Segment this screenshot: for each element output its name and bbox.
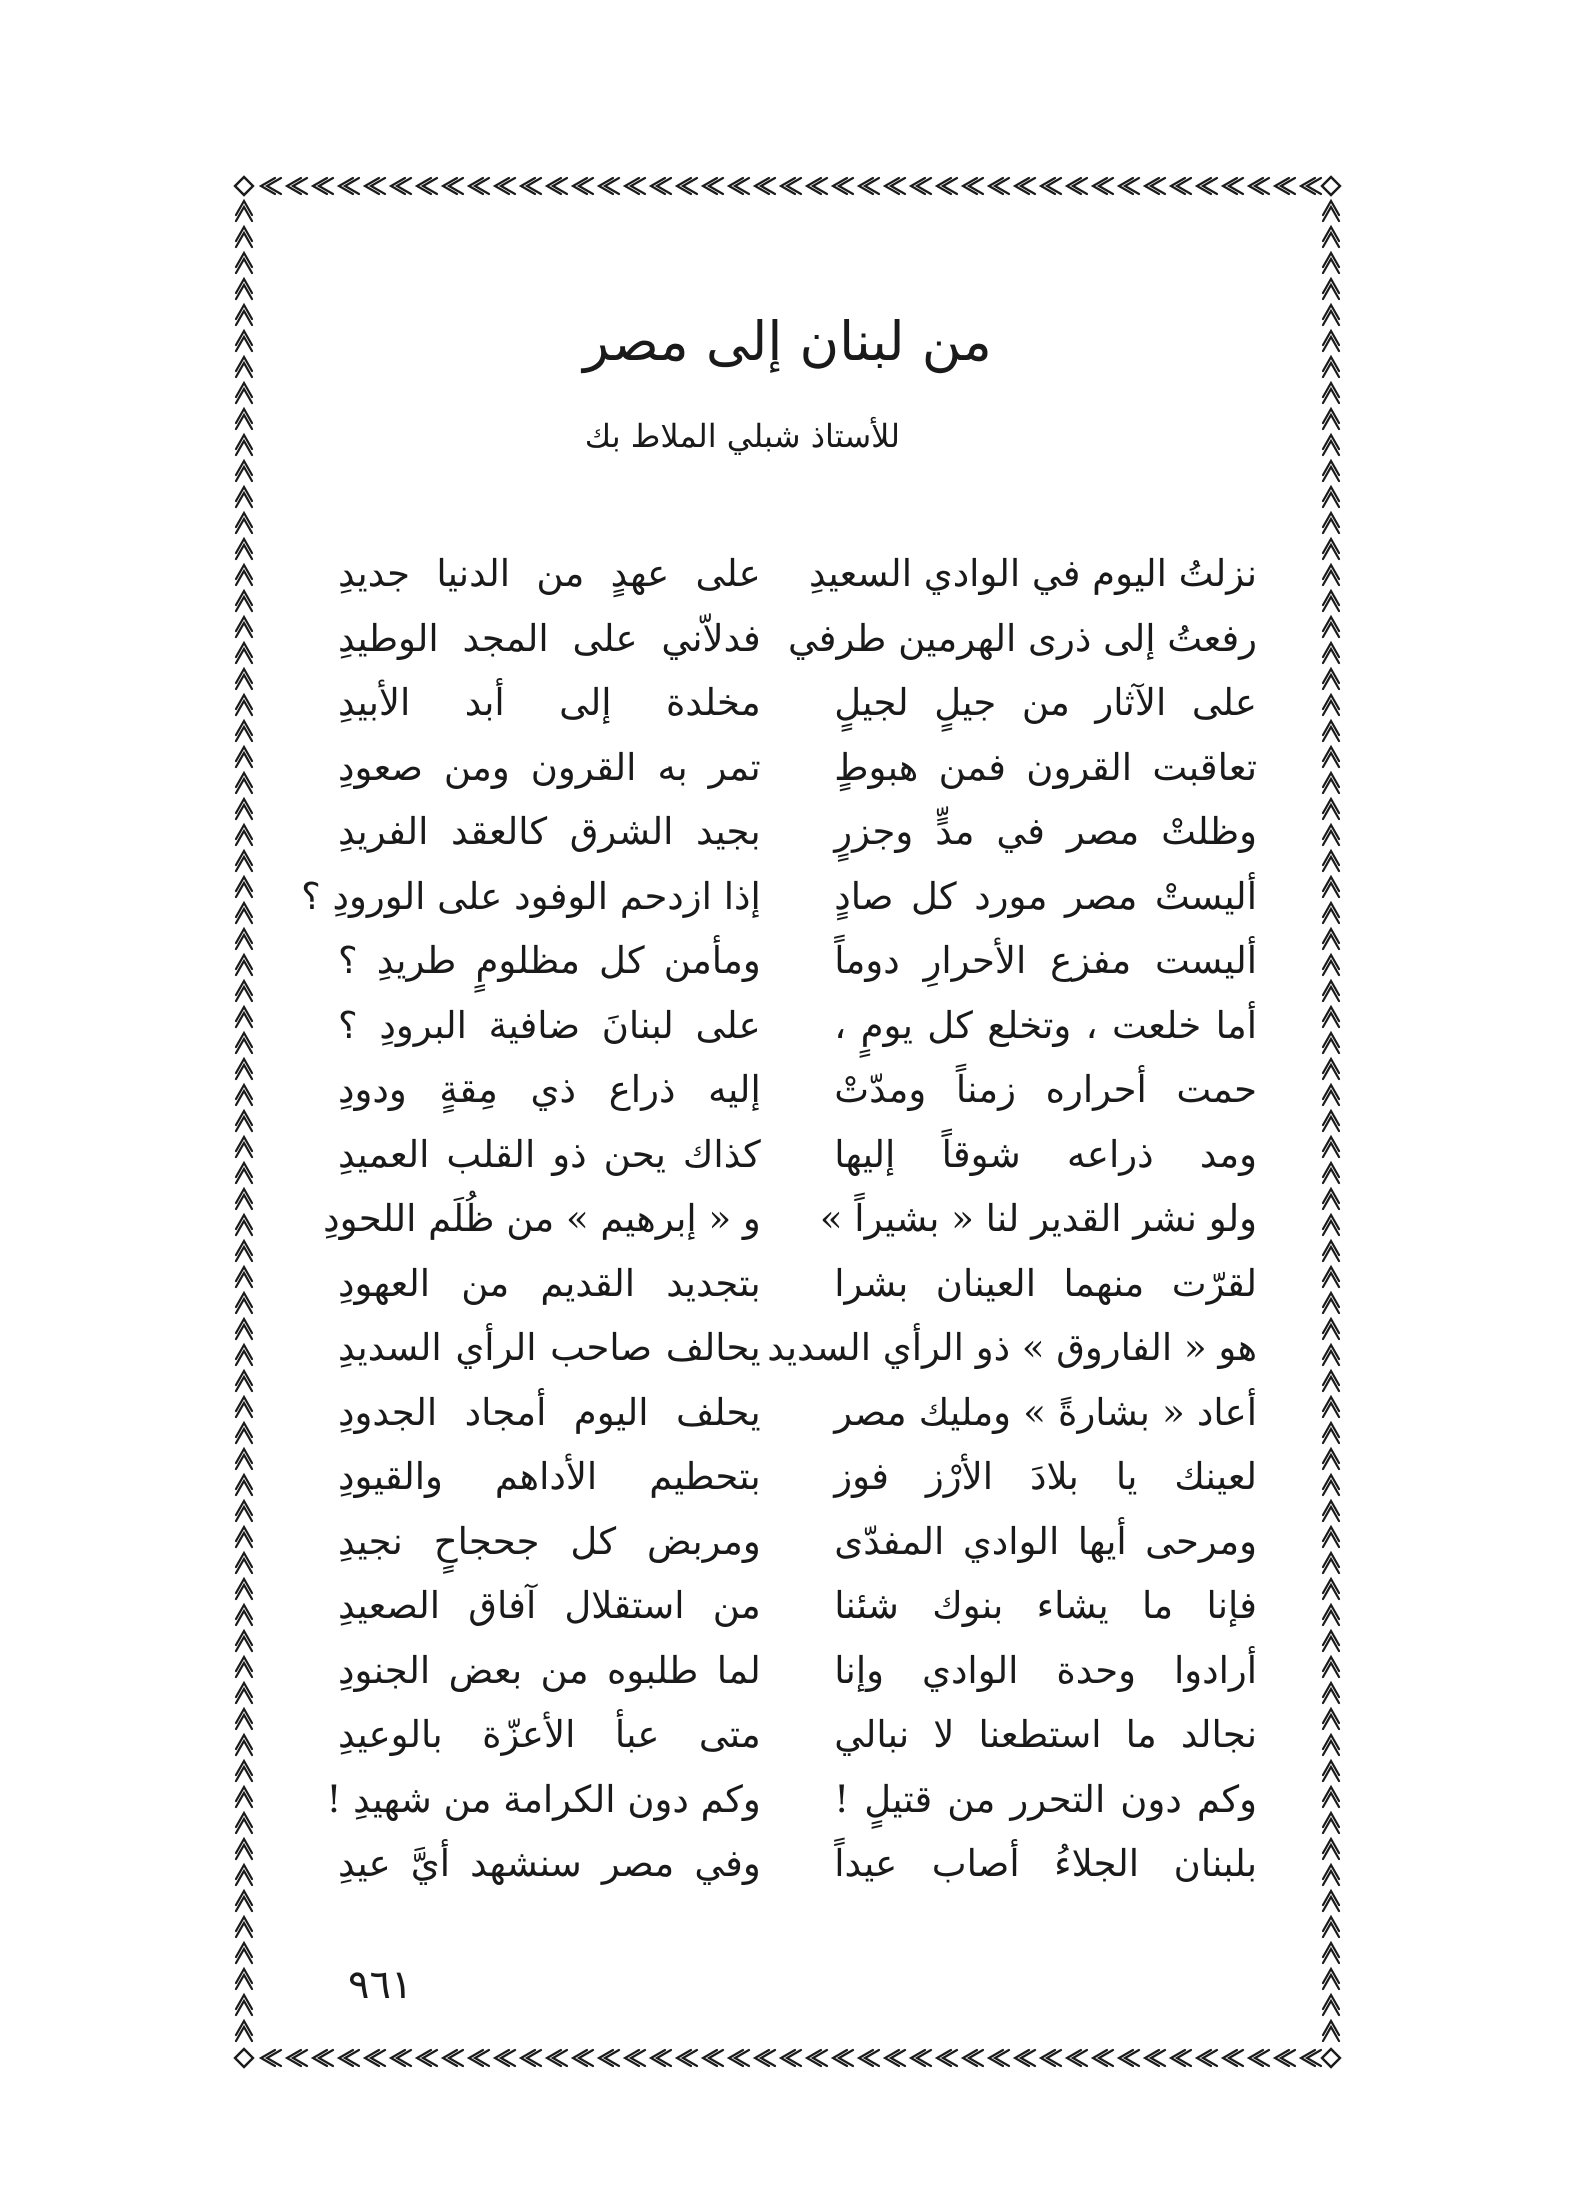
verse-line bbox=[338, 1123, 1257, 1188]
verse-first-hemistich: حمت أحراره زمناً ومدّتْ bbox=[834, 1068, 1257, 1111]
verse-first-hemistich: بلبنان الجلاءُ أصاب عيداً bbox=[834, 1842, 1257, 1885]
verse-second-hemistich: و « إبرهيم » من ظُلَم اللحودِ bbox=[323, 1197, 761, 1240]
verse-second-hemistich: وفي مصر سنشهد أيَّ عيدِ bbox=[338, 1842, 761, 1885]
verse-line bbox=[326, 1768, 1257, 1833]
verse-first-hemistich: ولو نشر القدير لنا « بشيراً » bbox=[819, 1197, 1257, 1240]
verse-line bbox=[338, 1574, 1257, 1639]
verse-line bbox=[338, 607, 1257, 672]
verse-first-hemistich: نزلتُ اليوم في الوادي السعيدِ bbox=[808, 552, 1257, 595]
verse-second-hemistich: بجيد الشرق كالعقد الفريدِ bbox=[338, 810, 761, 853]
poem-title: من لبنان إلى مصر bbox=[583, 310, 992, 373]
verse-first-hemistich: لقرّت منهما العينان بشرا bbox=[834, 1261, 1257, 1305]
verse-first-hemistich: رفعتُ إلى ذرى الهرمين طرفي bbox=[787, 616, 1257, 660]
verse-first-hemistich: أما خلعت ، وتخلع كل يومٍ ، bbox=[834, 1003, 1257, 1047]
verse-second-hemistich: إذا ازدحم الوفود على الورودِ ؟ bbox=[301, 874, 761, 918]
verse-line bbox=[338, 929, 1257, 994]
verse-line bbox=[338, 671, 1257, 736]
verse-first-hemistich: لعينك يا بلادَ الأرْز فوز bbox=[834, 1455, 1257, 1498]
verse-second-hemistich: بتجديد القديم من العهودِ bbox=[338, 1261, 761, 1305]
poem-author: للأستاذ شبلي الملاط بك bbox=[584, 417, 900, 455]
verse-second-hemistich: تمر به القرون ومن صعودِ bbox=[338, 745, 761, 789]
verse-second-hemistich: على لبنانَ ضافية البرودِ ؟ bbox=[338, 1003, 761, 1047]
verse-first-hemistich: أرادوا وحدة الوادي وإنا bbox=[834, 1648, 1257, 1692]
verse-first-hemistich: وكم دون التحرر من قتيلٍ ! bbox=[834, 1777, 1257, 1821]
verse-first-hemistich: وظلتْ مصر في مدٍّ وجزرٍ bbox=[834, 810, 1257, 853]
poem-body bbox=[301, 542, 1257, 1897]
verse-line bbox=[338, 994, 1257, 1059]
verse-second-hemistich: من استقلال آفاق الصعيدِ bbox=[338, 1584, 761, 1627]
verse-first-hemistich: أعاد « بشارةً » ومليك مصر bbox=[834, 1390, 1257, 1434]
verse-second-hemistich: متى عبأ الأعزّة بالوعيدِ bbox=[338, 1713, 761, 1756]
verse-line bbox=[338, 1703, 1257, 1768]
verse-second-hemistich: فدلاّني على المجد الوطيدِ bbox=[338, 616, 761, 660]
verse-second-hemistich: وكم دون الكرامة من شهيدِ ! bbox=[326, 1777, 761, 1821]
verse-line bbox=[338, 542, 1257, 607]
verse-line bbox=[338, 736, 1257, 801]
verse-second-hemistich: يحالف صاحب الرأي السديدِ bbox=[338, 1326, 761, 1369]
verse-line bbox=[338, 800, 1257, 865]
verse-second-hemistich: يحلف اليوم أمجاد الجدودِ bbox=[338, 1390, 761, 1434]
verse-second-hemistich: ومربض كل جحجاحٍ نجيدِ bbox=[338, 1519, 761, 1563]
verse-first-hemistich: ومد ذراعه شوقاً إليها bbox=[834, 1132, 1257, 1176]
verse-line bbox=[338, 1252, 1257, 1317]
verse-first-hemistich: أليستْ مصر مورد كل صادٍ bbox=[834, 874, 1257, 918]
verse-line bbox=[338, 1510, 1257, 1575]
verse-second-hemistich: كذاك يحن ذو القلب العميدِ bbox=[338, 1132, 761, 1176]
verse-first-hemistich: أليست مفزع الأحرارِ دوماً bbox=[834, 939, 1257, 982]
verse-line bbox=[338, 1381, 1257, 1446]
verse-line bbox=[338, 1832, 1257, 1897]
verse-second-hemistich: ومأمن كل مظلومٍ طريدِ ؟ bbox=[338, 939, 761, 982]
page-frame bbox=[230, 172, 1345, 2072]
verse-second-hemistich: مخلدة إلى أبد الأبيدِ bbox=[338, 681, 761, 724]
verse-first-hemistich: تعاقبت القرون فمن هبوطٍ bbox=[834, 745, 1257, 789]
verse-line bbox=[338, 1058, 1257, 1123]
verse-second-hemistich: بتحطيم الأداهم والقيودِ bbox=[338, 1455, 761, 1498]
verse-second-hemistich: لما طلبوه من بعض الجنودِ bbox=[338, 1648, 761, 1692]
verse-line bbox=[338, 1445, 1257, 1510]
verse-line bbox=[323, 1187, 1257, 1252]
verse-first-hemistich: هو « الفاروق » ذو الرأي السديد bbox=[767, 1326, 1257, 1369]
verse-first-hemistich: نجالد ما استطعنا لا نبالي bbox=[834, 1713, 1257, 1756]
verse-line bbox=[338, 1639, 1257, 1704]
verse-first-hemistich: فإنا ما يشاء بنوك شئنا bbox=[834, 1584, 1257, 1627]
verse-second-hemistich: إليه ذراع ذي مِقةٍ ودودِ bbox=[338, 1068, 761, 1111]
verse-first-hemistich: على الآثار من جيلٍ لجيلٍ bbox=[834, 681, 1257, 724]
page-number: ٩٦١ bbox=[348, 1962, 413, 2008]
verse-first-hemistich: ومرحى أيها الوادي المفدّى bbox=[834, 1519, 1257, 1563]
verse-line bbox=[338, 1316, 1257, 1381]
verse-second-hemistich: على عهدٍ من الدنيا جديدِ bbox=[338, 552, 761, 595]
verse-line bbox=[301, 865, 1257, 930]
